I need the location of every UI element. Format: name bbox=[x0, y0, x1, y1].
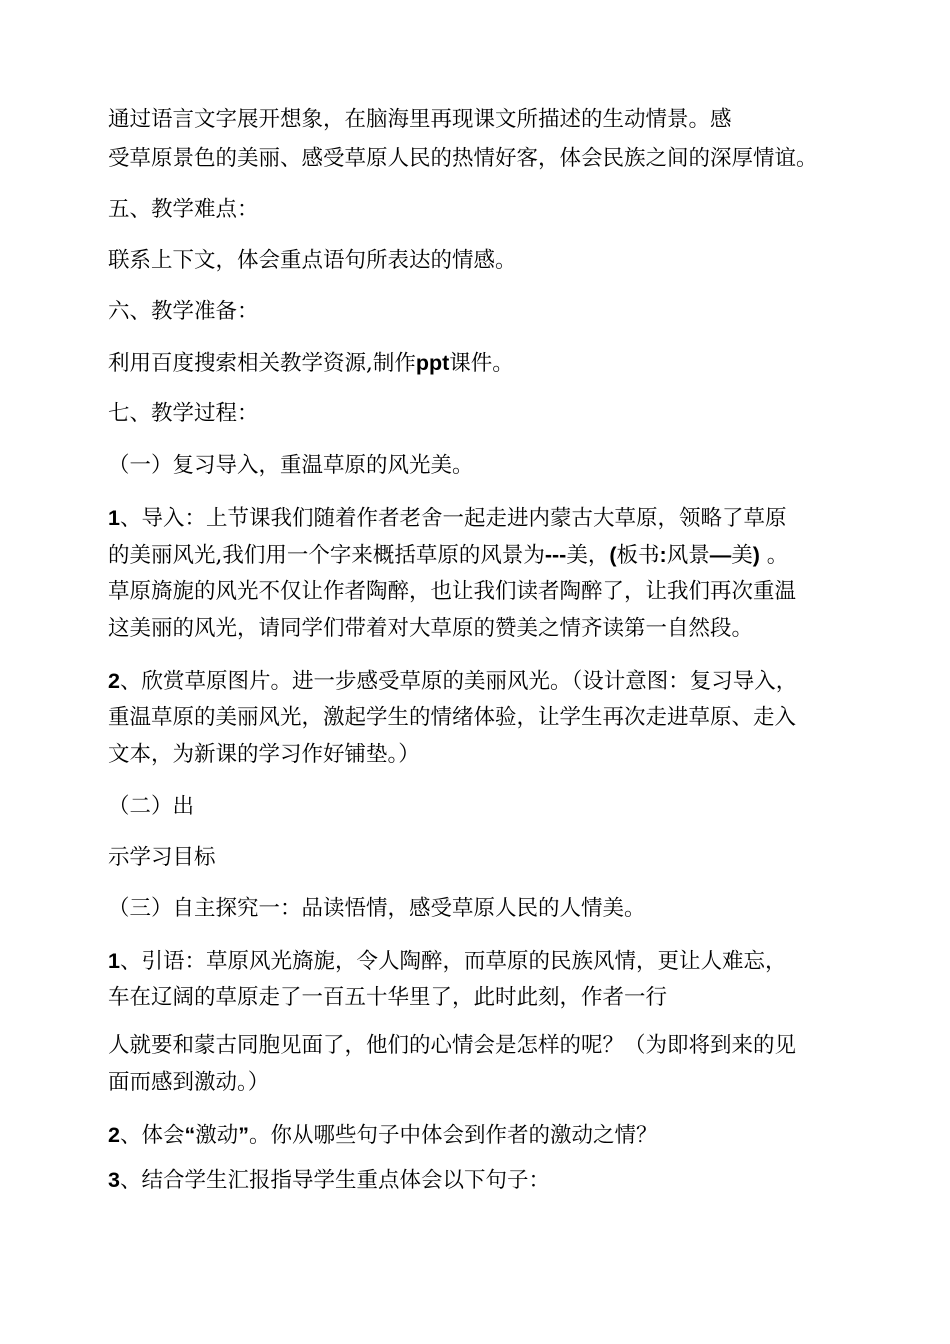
text-run: 面而感到激动。） bbox=[108, 1070, 270, 1095]
text-run: 美 bbox=[731, 543, 753, 568]
text-run: 联系上下文，体会重点语句所表达的情感。 bbox=[108, 248, 517, 273]
text-run: 2 bbox=[108, 669, 120, 693]
text-run: 受草原景色的美丽、感受草原人民的热情好客，体会民族之间的深厚情谊。 bbox=[108, 146, 818, 171]
text-run: 利用百度搜索相关教学资源,制作 bbox=[108, 351, 416, 376]
text-line bbox=[108, 667, 797, 696]
text-run: 风景 bbox=[666, 543, 710, 568]
text-line bbox=[108, 984, 667, 1012]
text-line bbox=[108, 1121, 658, 1150]
text-line bbox=[108, 247, 517, 275]
text-run: （三）自主探究一：品读悟情，感受草原人民的人情美。 bbox=[108, 896, 646, 921]
text-run: 重温草原的美丽风光，激起学生的情绪体验，让学生再次走进草原、走入 bbox=[108, 705, 797, 730]
text-run: 、引语：草原风光旖旎，令人陶醉，而草原的民族风情，更让人难忘， bbox=[119, 949, 787, 974]
text-run: 美， bbox=[566, 543, 610, 568]
subsection-heading bbox=[108, 452, 474, 480]
section-heading bbox=[108, 400, 259, 428]
text-run: 课件。 bbox=[449, 351, 514, 376]
text-run: : bbox=[659, 543, 667, 567]
text-run: （一）复习导入，重温草原的风光美。 bbox=[108, 453, 474, 478]
text-run: ” bbox=[238, 1123, 249, 1147]
subsection-heading bbox=[108, 793, 194, 821]
text-run: 五、教学难点： bbox=[108, 197, 259, 222]
text-line bbox=[108, 615, 753, 643]
text-run: “ bbox=[184, 1123, 196, 1147]
text-line bbox=[108, 741, 420, 769]
text-line bbox=[108, 947, 786, 976]
text-run: 示学习目标 bbox=[108, 845, 216, 870]
text-run: ( bbox=[609, 543, 617, 567]
text-line bbox=[108, 844, 216, 872]
text-line bbox=[108, 349, 514, 378]
text-run: 人就要和蒙古同胞见面了，他们的心情会是怎样的呢？（为即将到来的见 bbox=[108, 1033, 797, 1058]
text-run: 文本，为新课的学习作好铺垫。） bbox=[108, 742, 420, 767]
text-run: 这美丽的风光，请同学们带着对大草原的赞美之情齐读第一自然段。 bbox=[108, 616, 754, 641]
text-run: --- bbox=[544, 543, 567, 567]
text-line bbox=[108, 578, 796, 606]
text-run: （二）出 bbox=[108, 794, 195, 819]
text-run: 通过语言文字展开想象，在脑海里再现课文所描述的生动情景。感 bbox=[108, 107, 732, 132]
text-run: 、导入：上节课我们随着作者老舍一起走进内蒙古大草原，领略了草原 bbox=[119, 506, 787, 531]
text-run: ppt bbox=[415, 351, 450, 375]
text-line bbox=[108, 1166, 550, 1195]
text-run: 。你从哪些句子中体会到作者的激动之情？ bbox=[249, 1123, 658, 1148]
text-run: 、体会 bbox=[119, 1123, 185, 1148]
text-run: 六、教学准备： bbox=[108, 299, 259, 324]
text-line bbox=[108, 541, 788, 570]
text-line bbox=[108, 145, 818, 173]
text-run: 、欣赏草原图片。进一步感受草原的美丽风光。（设计意图：复习导入， bbox=[119, 669, 798, 694]
text-run: 七、教学过程： bbox=[108, 401, 259, 426]
text-run: ) bbox=[752, 543, 760, 567]
section-heading bbox=[108, 298, 259, 326]
text-line bbox=[108, 106, 732, 134]
text-line bbox=[108, 1069, 269, 1097]
text-run: 板书 bbox=[616, 543, 660, 568]
section-heading bbox=[108, 196, 259, 224]
text-run: 车在辽阔的草原走了一百五十华里了，此时此刻，作者一行 bbox=[108, 985, 668, 1010]
text-run: 1 bbox=[108, 949, 120, 973]
text-line bbox=[108, 704, 796, 732]
text-run: 草原旖旎的风光不仅让作者陶醉，也让我们读者陶醉了，让我们再次重温 bbox=[108, 579, 797, 604]
text-run: 3 bbox=[108, 1168, 120, 1192]
text-run: 1 bbox=[108, 506, 120, 530]
text-run: 。 bbox=[766, 543, 789, 568]
subsection-heading bbox=[108, 895, 646, 923]
text-run: 激动 bbox=[195, 1123, 239, 1148]
text-line bbox=[108, 1032, 796, 1060]
text-line bbox=[108, 504, 786, 533]
text-run: 2 bbox=[108, 1123, 120, 1147]
text-run: 、结合学生汇报指导学生重点体会以下句子： bbox=[119, 1168, 550, 1193]
text-run: 的美丽风光,我们用一个字来概括草原的风景为 bbox=[108, 543, 545, 568]
text-run: — bbox=[709, 543, 732, 567]
